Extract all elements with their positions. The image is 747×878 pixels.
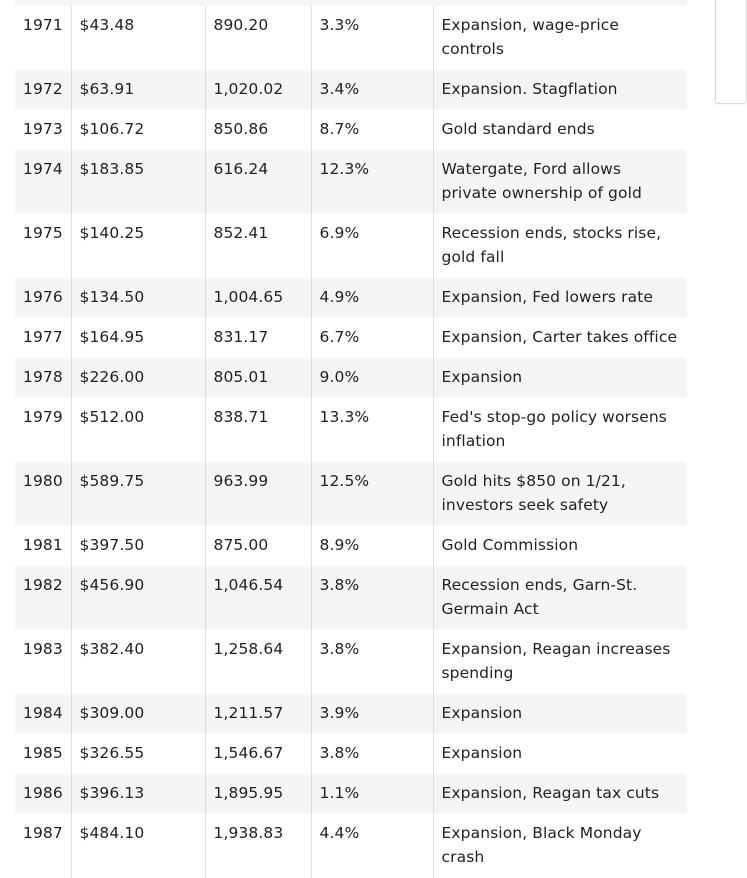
inflation-cell: 3.8% — [311, 630, 433, 694]
gold-price-cell: $226.00 — [71, 358, 205, 398]
gold-price-cell: $326.55 — [71, 734, 205, 774]
year-cell: 1980 — [15, 462, 71, 526]
event-cell: Watergate, Ford allows private ownership of gold — [433, 150, 687, 214]
table-row — [15, 358, 687, 398]
year-cell: 1972 — [15, 70, 71, 110]
event-cell: Expansion, Reagan increases spending — [433, 630, 687, 694]
inflation-cell: 4.9% — [311, 278, 433, 318]
dow-close-cell: 1,211.57 — [205, 694, 311, 734]
dow-close-cell: 1,258.64 — [205, 630, 311, 694]
inflation-cell: 3.4% — [311, 70, 433, 110]
table-row — [15, 814, 687, 878]
dow-close-cell: 616.24 — [205, 150, 311, 214]
table-row — [15, 6, 687, 70]
inflation-cell: 8.9% — [311, 526, 433, 566]
gold-price-cell: $63.91 — [71, 70, 205, 110]
gold-price-cell: $512.00 — [71, 398, 205, 462]
gold-price-cell: $309.00 — [71, 694, 205, 734]
gold-history-table-wrapper — [15, 0, 687, 878]
table-row — [15, 462, 687, 526]
year-cell: 1979 — [23, 408, 63, 426]
dow-close-cell: 1,020.02 — [205, 70, 311, 110]
inflation-cell: 3.9% — [311, 694, 433, 734]
gold-price-cell: $484.10 — [71, 814, 205, 878]
event-cell: Expansion, Fed lowers rate — [433, 278, 687, 318]
year-cell: 1982 — [15, 566, 71, 630]
year-cell: 1978 — [15, 358, 71, 398]
year-cell: 1974 — [15, 150, 71, 214]
gold-history-table — [15, 6, 687, 878]
year-cell: 1986 — [15, 774, 71, 814]
year-cell: 1981 — [23, 536, 63, 554]
dow-close-cell: 1,895.95 — [205, 774, 311, 814]
inflation-cell: 6.9% — [311, 214, 433, 278]
dow-close-cell: 1,546.67 — [205, 734, 311, 774]
table-row — [15, 278, 687, 318]
gold-price-cell: $456.90 — [71, 566, 205, 630]
dow-close-cell: 850.86 — [205, 110, 311, 150]
event-cell: Recession ends, Garn-St. Germain Act — [433, 566, 687, 630]
event-cell: Expansion, wage-price controls — [433, 6, 687, 70]
inflation-cell: 3.8% — [311, 734, 433, 774]
year-cell: 1985 — [23, 744, 63, 762]
dow-close-cell: 1,004.65 — [205, 278, 311, 318]
gold-price-cell: $589.75 — [71, 462, 205, 526]
inflation-cell: 8.7% — [311, 110, 433, 150]
dow-close-cell: 1,938.83 — [205, 814, 311, 878]
table-row — [15, 214, 687, 278]
table-row — [15, 110, 687, 150]
year-cell: 1975 — [23, 224, 63, 242]
side-widget-frame — [715, 0, 747, 104]
year-cell: 1977 — [23, 328, 63, 346]
event-cell: Expansion — [433, 734, 687, 774]
event-cell: Expansion — [433, 694, 687, 734]
dow-close-cell: 963.99 — [205, 462, 311, 526]
gold-price-cell: $164.95 — [71, 318, 205, 358]
inflation-cell: 4.4% — [311, 814, 433, 878]
table-row — [15, 150, 687, 214]
table-row — [15, 734, 687, 774]
year-cell: 1983 — [23, 640, 63, 658]
inflation-cell: 3.3% — [311, 6, 433, 70]
table-row — [15, 774, 687, 814]
event-cell: Gold hits $850 on 1/21, investors seek safety — [433, 462, 687, 526]
inflation-cell: 9.0% — [311, 358, 433, 398]
year-cell: 1984 — [15, 694, 71, 734]
event-cell: Gold Commission — [433, 526, 687, 566]
event-cell: Fed's stop-go policy worsens inflation — [433, 398, 687, 462]
event-cell: Recession ends, stocks rise, gold fall — [433, 214, 687, 278]
gold-price-cell: $382.40 — [71, 630, 205, 694]
event-cell: Expansion. Stagflation — [433, 70, 687, 110]
table-row — [15, 630, 687, 694]
table-row — [15, 70, 687, 110]
gold-price-cell: $140.25 — [71, 214, 205, 278]
inflation-cell: 12.3% — [311, 150, 433, 214]
gold-price-cell: $183.85 — [71, 150, 205, 214]
inflation-cell: 12.5% — [311, 462, 433, 526]
event-cell: Expansion, Reagan tax cuts — [433, 774, 687, 814]
inflation-cell: 6.7% — [311, 318, 433, 358]
event-cell: Expansion, Carter takes office — [433, 318, 687, 358]
dow-close-cell: 1,046.54 — [205, 566, 311, 630]
year-cell: 1987 — [23, 824, 63, 842]
gold-price-cell: $396.13 — [71, 774, 205, 814]
year-cell: 1976 — [15, 278, 71, 318]
table-row — [15, 398, 687, 462]
gold-price-cell: $43.48 — [71, 6, 205, 70]
dow-close-cell: 838.71 — [205, 398, 311, 462]
inflation-cell: 13.3% — [311, 398, 433, 462]
event-cell: Expansion — [433, 358, 687, 398]
gold-price-cell: $134.50 — [71, 278, 205, 318]
table-row — [15, 526, 687, 566]
dow-close-cell: 875.00 — [205, 526, 311, 566]
table-row — [15, 694, 687, 734]
gold-price-cell: $397.50 — [71, 526, 205, 566]
gold-price-cell: $106.72 — [71, 110, 205, 150]
year-cell: 1971 — [23, 16, 63, 34]
year-cell: 1973 — [23, 120, 63, 138]
table-row — [15, 566, 687, 630]
dow-close-cell: 805.01 — [205, 358, 311, 398]
table-row — [15, 318, 687, 358]
event-cell: Expansion, Black Monday crash — [433, 814, 687, 878]
dow-close-cell: 890.20 — [205, 6, 311, 70]
dow-close-cell: 831.17 — [205, 318, 311, 358]
event-cell: Gold standard ends — [433, 110, 687, 150]
inflation-cell: 3.8% — [311, 566, 433, 630]
dow-close-cell: 852.41 — [205, 214, 311, 278]
inflation-cell: 1.1% — [311, 774, 433, 814]
